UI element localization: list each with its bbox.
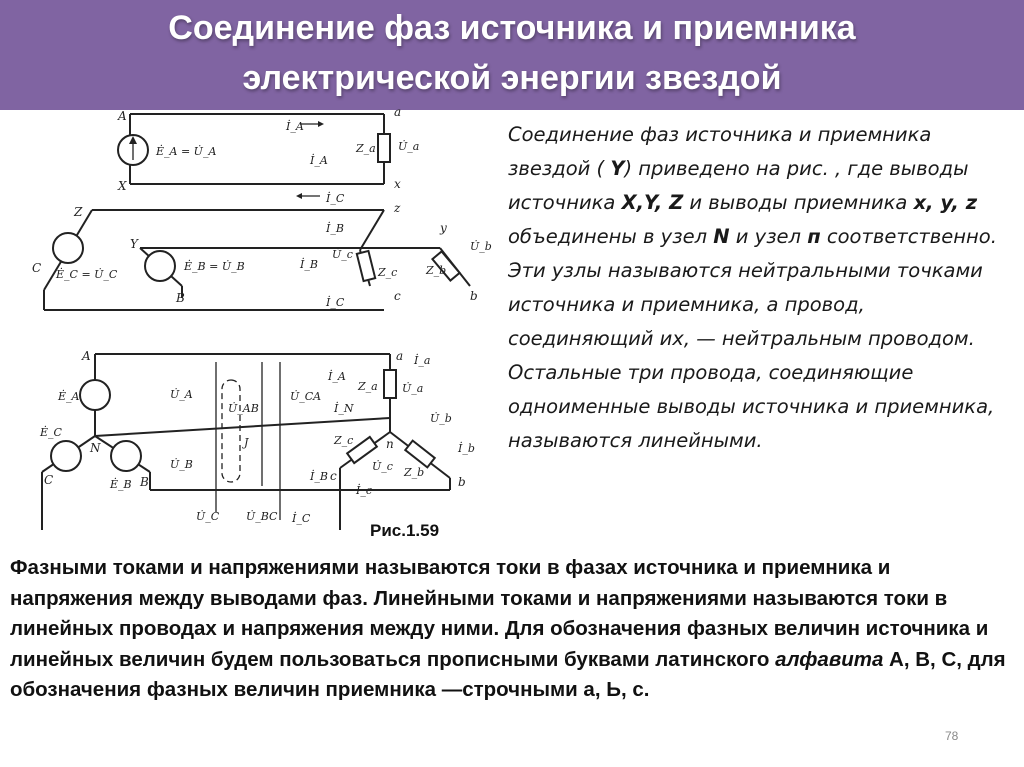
zc-label-top: Z_c xyxy=(378,266,398,279)
b-uc-small-label: U̇_c xyxy=(372,460,393,473)
node-c-label: c xyxy=(394,289,401,303)
b-node-n-label: n xyxy=(386,437,394,451)
ia-label-2: İ_A xyxy=(310,154,328,167)
za-label-top: Z_a xyxy=(356,142,376,155)
source-c-symbol xyxy=(53,233,83,263)
b-ib-small-label: İ_b xyxy=(458,442,475,455)
eb-label: Ė_B = U̇_B xyxy=(184,260,245,273)
ec-label: Ė_C = U̇_C xyxy=(56,268,118,281)
b-node-a-label: a xyxy=(396,349,404,363)
node-C-label: C xyxy=(32,261,42,275)
b-j-label: J xyxy=(244,436,249,449)
b-ua-small-label: U̇_a xyxy=(402,382,424,395)
node-z-label: z xyxy=(394,201,401,215)
node-x-label: x xyxy=(394,177,401,191)
ic-label-1: İ_C xyxy=(326,192,345,205)
node-Z-label: Z xyxy=(74,205,83,219)
node-y-label: y xyxy=(440,221,447,235)
b-in-label: İ_N xyxy=(334,402,354,415)
b-ea-label: Ė_A xyxy=(58,390,80,403)
b-uca-label: U̇_CA xyxy=(290,390,322,403)
b-uab-label: U̇_AB xyxy=(228,402,259,415)
source-b-symbol xyxy=(145,251,175,281)
title-banner xyxy=(0,0,1024,110)
b-zc-label: Z_c xyxy=(334,434,354,447)
b-ec-label: Ė_C xyxy=(40,426,62,439)
node-b-label: b xyxy=(470,289,478,303)
b-za-label: Z_a xyxy=(358,380,378,393)
ub-label-top: U̇_b xyxy=(470,240,492,253)
circuit-figure xyxy=(0,100,500,530)
b-ubc-label: U̇_BC xyxy=(246,510,278,523)
description-paragraph: Соединение фаз источника и приемника звездой ( Y) приведено на рис. , где выводы источника X,Y, Z и выводы приемника x, y, z объединены в узел N и узел п соответственно. Эти узлы называются нейтральными точками источника и приемника, а провод, соединяющий их, — нейтральным проводом. Остальные три провода, соединяющие одноименные выводы источника и приемника, называются линейными. xyxy=(508,123,997,452)
source-ea-symbol xyxy=(80,380,110,410)
ic-label-2: İ_C xyxy=(326,296,345,309)
b-eb-label: Ė_B xyxy=(110,478,132,491)
slide-title-line-1: Соединение фаз источника и приемника xyxy=(168,9,856,47)
node-Y-label: Y xyxy=(130,237,138,251)
ib-label-2: İ_B xyxy=(300,258,318,271)
load-za-symbol xyxy=(378,134,390,162)
figure-caption: Рис.1.59 xyxy=(370,521,440,540)
b-uc-label: U̇_C xyxy=(196,510,220,523)
b-node-B-label: B xyxy=(140,475,149,489)
ib-label-1: İ_B xyxy=(326,222,344,235)
b-ib-label: İ_B xyxy=(310,470,328,483)
body-paragraph: Фазными токами и напряжениями называются токи в фазах источника и приемника и напряжения между выводами фаз. Линейными токами и напряжениями называются токи в линейных проводах и напряжения между ними. Для обозначения фазных величин источника и линейных величин будем пользоваться прописными буквами латинского алфавита А, В, С, для обозначения фазных величин приемника —строчными а, Ь, с. xyxy=(10,556,1006,701)
b-node-c-label: c xyxy=(330,469,337,483)
node-A-label: A xyxy=(118,109,127,123)
source-ec-symbol xyxy=(51,441,81,471)
b-ia-small-label: İ_a xyxy=(414,354,431,367)
source-eb-symbol xyxy=(111,441,141,471)
load-za-bottom-symbol xyxy=(384,370,396,398)
b-zb-label: Z_b xyxy=(404,466,425,479)
b-ic-label: İ_C xyxy=(292,512,311,525)
uc-label-top: U̇_c xyxy=(332,248,353,261)
b-node-A-label: A xyxy=(82,349,91,363)
b-ub-label: U̇_B xyxy=(170,458,193,471)
b-node-C-label: C xyxy=(44,473,54,487)
b-ic-small-label: İ_c xyxy=(356,484,373,497)
b-node-b-label: b xyxy=(458,475,466,489)
node-a-label: a xyxy=(394,105,402,119)
b-ia-label: İ_A xyxy=(328,370,346,383)
ea-label: Ė_A = U̇_A xyxy=(156,145,217,158)
node-B-label: B xyxy=(176,291,185,305)
ia-label-1: İ_A xyxy=(286,120,304,133)
node-X-label: X xyxy=(118,179,127,193)
b-ub-small-label: U̇_b xyxy=(430,412,452,425)
b-node-N-label: N xyxy=(90,441,101,455)
ua-label-top: U̇_a xyxy=(398,140,420,153)
zb-label-top: Z_b xyxy=(426,264,447,277)
page-number: 78 xyxy=(945,729,959,743)
slide-title-line-2: электрической энергии звездой xyxy=(242,59,782,97)
b-ua-label: U̇_A xyxy=(170,388,193,401)
